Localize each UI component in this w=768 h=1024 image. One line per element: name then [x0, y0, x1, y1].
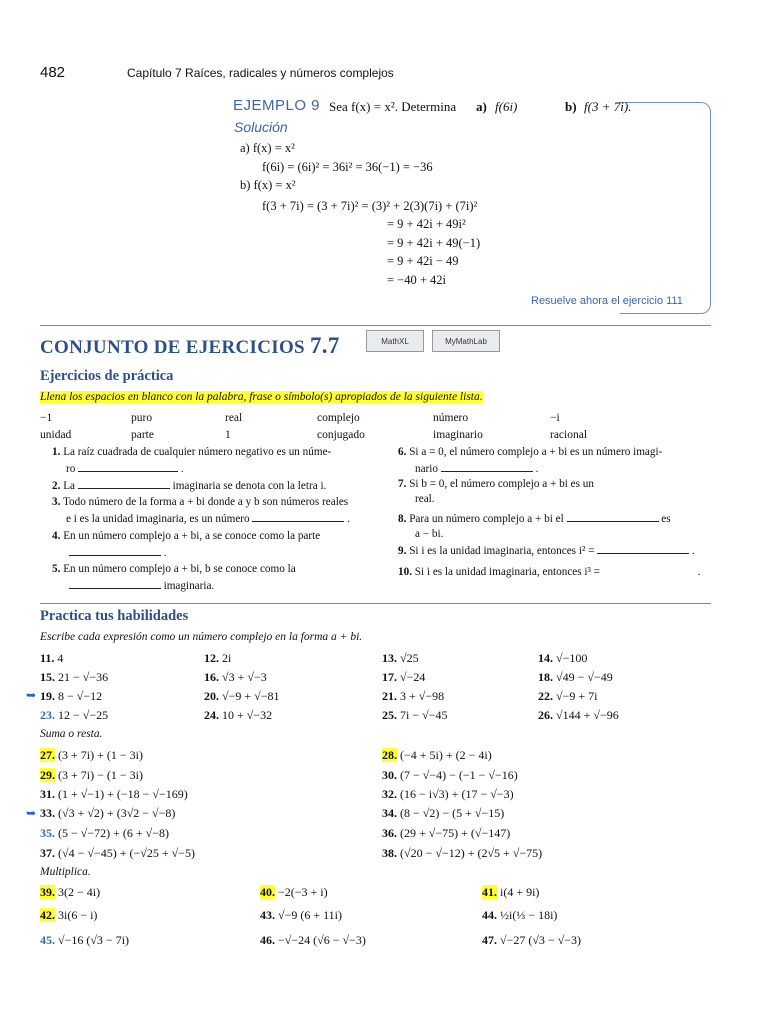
exercise-item: [52, 445, 331, 477]
exercise-expression: √−24: [400, 670, 426, 684]
exercise-text: En un número complejo a + bi, a se conoce como la parte: [63, 530, 321, 542]
word-bank-item: −i: [550, 412, 560, 424]
exercise-expression: (√3 + √2) + (3√2 − √−8): [58, 806, 176, 820]
exercise: [382, 670, 425, 685]
exercise-number: 20.: [204, 689, 219, 703]
exercise-set-title: [40, 333, 340, 359]
word-bank-item: parte: [131, 429, 154, 441]
exercise-expression: √−9 (6 + 11i): [278, 908, 343, 922]
exercise-expression: (√4 − √−45) + (−√25 + √−5): [58, 846, 195, 860]
example-part-a-label: a): [476, 99, 487, 114]
exercise-expression: √144 + √−96: [556, 708, 619, 722]
word-bank-item: 1: [225, 429, 231, 441]
exercise-number: 21.: [382, 689, 397, 703]
exercise-text: .: [691, 545, 695, 557]
mathxl-logo: MathXL: [366, 330, 424, 352]
exercise-number: 44.: [482, 908, 497, 922]
exercise-number: 28.: [382, 748, 397, 762]
exercise-text: a − bi.: [415, 528, 444, 540]
exercise-text: nario: [415, 463, 438, 475]
blank-field[interactable]: [69, 577, 161, 589]
exercise: [40, 787, 188, 802]
exercise: [40, 933, 129, 948]
exercise-number: 31.: [40, 787, 55, 801]
skills-instruction: Escribe cada expresión como un número complejo en la forma a + bi.: [40, 631, 363, 643]
exercise-number: 5.: [52, 563, 61, 575]
exercise: [40, 748, 143, 763]
exercise: [204, 651, 231, 666]
exercise-text: e i es la unidad imaginaria, es un número: [66, 513, 250, 525]
exercise-expression: 7i − √−45: [400, 708, 448, 722]
exercise-text: La: [63, 480, 75, 492]
exercise-item: [398, 510, 671, 542]
exercise: [40, 885, 100, 900]
exercise-number: 37.: [40, 846, 55, 860]
exercise-expression: (16 − i√3) + (17 − √−3): [400, 787, 514, 801]
exercise-expression: √49 − √−49: [556, 670, 613, 684]
exercise-number: 38.: [382, 846, 397, 860]
solution-line: a) f(x) = x²: [240, 141, 295, 155]
exercise: [382, 806, 504, 821]
exercise-number: 1.: [52, 446, 61, 458]
multiply-label: Multiplica.: [40, 866, 91, 878]
exercise-expression: 4: [57, 651, 64, 665]
exercise-number: 3.: [52, 496, 61, 508]
exercise-text: ro: [66, 463, 76, 475]
exercise-item: [52, 529, 320, 561]
exercise: [382, 826, 510, 841]
exercise-expression: √−27 (√3 − √−3): [500, 933, 582, 947]
solution-line: f(3 + 7i) = (3 + 7i)² = (3)² + 2(3)(7i) + (7i)²: [262, 199, 478, 213]
exercise-number: 34.: [382, 806, 397, 820]
divider: [40, 325, 711, 326]
exercise-text: .: [697, 566, 701, 578]
exercise: [538, 651, 587, 666]
exercise-number: 8.: [398, 513, 407, 525]
exercise-number: 15.: [40, 670, 55, 684]
exercise-item: [52, 562, 296, 594]
exercise: [40, 670, 108, 685]
word-bank-item: número: [433, 412, 469, 424]
exercise-set-title-text: CONJUNTO DE EJERCICIOS: [40, 337, 305, 358]
solution-line: = 9 + 42i + 49(−1): [387, 236, 481, 250]
exercise-number: 11.: [40, 651, 55, 665]
exercise: [260, 933, 366, 948]
exercise-number: 12.: [204, 651, 219, 665]
exercise-number: 29.: [40, 768, 55, 782]
exercise-number: 36.: [382, 826, 397, 840]
exercise-number: 26.: [538, 708, 553, 722]
word-bank-item: conjugado: [317, 429, 365, 441]
exercise: [382, 846, 542, 861]
exercise: [538, 708, 619, 723]
exercise: [40, 908, 97, 923]
exercise-text: Para un número complejo a + bi el: [409, 513, 564, 525]
instruction-text: Llena los espacios en blanco con la palabra, frase o símbolo(s) apropiados de la siguiente lista.: [40, 391, 483, 403]
exercise-number: 35.: [40, 826, 55, 840]
solution-line: b) f(x) = x²: [240, 178, 296, 192]
exercise-expression: (3 + 7i) − (1 − 3i): [58, 768, 143, 782]
exercise-number: 2.: [52, 480, 61, 492]
exercise-expression: 3i(6 − i): [58, 908, 98, 922]
solution-line: = 9 + 42i − 49: [387, 254, 459, 268]
exercise-expression: 10 + √−32: [222, 708, 273, 722]
exercise-number: 6.: [398, 446, 407, 458]
exercise-item: [52, 495, 350, 527]
exercise-set-number: 7.7: [309, 333, 340, 358]
exercise-text: .: [180, 463, 184, 475]
blank-field[interactable]: [441, 460, 533, 472]
solution-line: = −40 + 42i: [387, 273, 446, 287]
exercise-number: 43.: [260, 908, 275, 922]
exercise-number: 24.: [204, 708, 219, 722]
example-part-b: f(3 + 7i).: [584, 99, 632, 114]
exercise-number: 27.: [40, 748, 55, 762]
exercise: [204, 708, 272, 723]
example-box-border: [620, 102, 711, 314]
exercise-expression: √−9 + √−81: [222, 689, 280, 703]
word-bank-item: complejo: [317, 412, 360, 424]
exercise: [538, 689, 597, 704]
exercise-expression: (5 − √−72) + (6 + √−8): [58, 826, 169, 840]
example-part-b-label: b): [565, 99, 577, 114]
exercise-number: 9.: [398, 545, 407, 557]
exercise-number: 13.: [382, 651, 397, 665]
blank-field[interactable]: [597, 542, 689, 554]
exercise-item: [398, 542, 695, 559]
exercise-expression: 21 − √−36: [58, 670, 109, 684]
exercise-number: 42.: [40, 908, 55, 922]
exercise-expression: (3 + 7i) + (1 − 3i): [58, 748, 143, 762]
exercise-expression: (8 − √2) − (5 + √−15): [400, 806, 505, 820]
exercise: [40, 826, 169, 841]
chapter-title: Capítulo 7 Raíces, radicales y números complejos: [127, 66, 394, 80]
exercise-expression: √−16 (√3 − 7i): [58, 933, 130, 947]
exercise-text: Si b = 0, el número complejo a + bi es un: [409, 478, 594, 490]
solution-label: Solución: [234, 119, 288, 135]
exercise: [382, 768, 518, 783]
exercise-text: imaginaria se denota con la letra i.: [172, 480, 327, 492]
exercise-number: 10.: [398, 566, 412, 578]
exercise-expression: √−9 + 7i: [556, 689, 598, 703]
exercise-number: 32.: [382, 787, 397, 801]
blank-field[interactable]: [567, 510, 659, 522]
exercise-expression: 2i: [222, 651, 232, 665]
exercise-expression: √25: [400, 651, 419, 665]
exercise-number: 47.: [482, 933, 497, 947]
exercise: [40, 708, 108, 723]
exercise-text: .: [163, 547, 167, 559]
exercise-number: 16.: [204, 670, 219, 684]
exercise-expression: √3 + √−3: [222, 670, 267, 684]
exercise-number: 18.: [538, 670, 553, 684]
exercise: [382, 689, 444, 704]
exercise-expression: 12 − √−25: [58, 708, 109, 722]
exercise: [482, 885, 539, 900]
blank-field[interactable]: [78, 460, 178, 472]
exercise-number: 41.: [482, 885, 497, 899]
exercise-number: 22.: [538, 689, 553, 703]
exercise: [260, 885, 328, 900]
exercise-expression: 8 − √−12: [58, 689, 103, 703]
exercise-text: Todo número de la forma a + bi donde a y b son números reales: [63, 496, 349, 508]
page-number: 482: [40, 64, 66, 81]
exercise: [40, 689, 102, 704]
exercise-number: 40.: [260, 885, 275, 899]
word-bank-item: real: [225, 412, 243, 424]
word-bank-item: puro: [131, 412, 153, 424]
exercise: [40, 806, 175, 821]
exercise-expression: ½i(⅓ − 18i): [500, 908, 558, 922]
exercise-number: 46.: [260, 933, 275, 947]
exercise-expression: √−100: [556, 651, 588, 665]
exercise-expression: (1 + √−1) + (−18 − √−169): [58, 787, 188, 801]
exercise-expression: (7 − √−4) − (−1 − √−16): [400, 768, 518, 782]
exercise: [204, 689, 279, 704]
add-sub-label: Suma o resta.: [40, 728, 103, 740]
exercise: [482, 933, 581, 948]
blank-field[interactable]: [603, 563, 695, 575]
word-bank-item: unidad: [40, 429, 72, 441]
exercise-item: [398, 563, 700, 580]
exercise: [260, 908, 342, 923]
exercise-expression: (29 + √−75) + (√−147): [400, 826, 511, 840]
blank-field[interactable]: [69, 544, 161, 556]
blank-field[interactable]: [252, 510, 344, 522]
exercise-item: [52, 477, 326, 494]
exercise-number: 17.: [382, 670, 397, 684]
exercise-text: .: [347, 513, 350, 525]
exercise-expression: −√−24 (√6 − √−3): [278, 933, 366, 947]
exercise: [204, 670, 267, 685]
exercise-number: 30.: [382, 768, 397, 782]
section-title-practice: Ejercicios de práctica: [40, 368, 174, 384]
exercise-expression: −2(−3 + i): [278, 885, 328, 899]
exercise-text: La raíz cuadrada de cualquier número negativo es un núme-: [63, 446, 332, 458]
exercise: [482, 908, 557, 923]
word-bank-item: −1: [40, 412, 53, 424]
exercise-text: Si i es la unidad imaginaria, entonces i² =: [409, 545, 595, 557]
exercise: [382, 651, 419, 666]
exercise-expression: (−4 + 5i) + (2 − 4i): [400, 748, 492, 762]
pen-mark-icon: ➥: [26, 806, 37, 820]
exercise-item: [398, 445, 662, 477]
exercise-number: 4.: [52, 530, 61, 542]
exercise-text: es: [661, 513, 671, 525]
exercise-item: [398, 477, 594, 507]
exercise: [40, 846, 195, 861]
section-title-skills: Practica tus habilidades: [40, 608, 189, 624]
exercise: [538, 670, 613, 685]
practice-instruction: [40, 391, 483, 403]
exercise-number: 7.: [398, 478, 407, 490]
exercise-expression: i(4 + 9i): [500, 885, 540, 899]
exercise-expression: (√20 − √−12) + (2√5 + √−75): [400, 846, 543, 860]
exercise: [382, 708, 447, 723]
exercise: [382, 787, 514, 802]
exercise-text: En un número complejo a + bi, b se conoce como la: [63, 563, 296, 575]
pen-mark-icon: ➥: [26, 688, 37, 702]
exercise-number: 45.: [40, 933, 55, 947]
example-label: EJEMPLO 9: [233, 97, 321, 114]
mymathlab-logo: MyMathLab: [432, 330, 500, 352]
exercise-number: 14.: [538, 651, 553, 665]
exercise-number: 23.: [40, 708, 55, 722]
exercise-number: 39.: [40, 885, 55, 899]
exercise: [40, 651, 63, 666]
example-part-a: f(6i): [495, 99, 518, 114]
exercise-text: real.: [415, 493, 435, 505]
divider: [40, 603, 711, 604]
exercise-text: .: [535, 463, 539, 475]
example-prompt: Sea f(x) = x². Determina: [329, 99, 457, 114]
solution-line: = 9 + 42i + 49i²: [387, 217, 466, 231]
exercise-expression: 3(2 − 4i): [58, 885, 101, 899]
exercise-text: Si i es la unidad imaginaria, entonces i³ =: [414, 566, 600, 578]
exercise-number: 33.: [40, 806, 55, 820]
exercise-text: imaginaria.: [163, 580, 215, 592]
word-bank-item: racional: [550, 429, 588, 441]
blank-field[interactable]: [78, 477, 170, 489]
exercise-number: 19.: [40, 689, 55, 703]
word-bank-item: imaginario: [433, 429, 483, 441]
solution-line: f(6i) = (6i)² = 36i² = 36(−1) = −36: [262, 160, 433, 174]
try-now-link[interactable]: Resuelve ahora el ejercicio 111: [531, 295, 683, 307]
exercise: [40, 768, 143, 783]
exercise: [382, 748, 492, 763]
exercise-number: 25.: [382, 708, 397, 722]
exercise-text: Si a = 0, el número complejo a + bi es un número imagi-: [409, 446, 663, 458]
exercise-expression: 3 + √−98: [400, 689, 445, 703]
